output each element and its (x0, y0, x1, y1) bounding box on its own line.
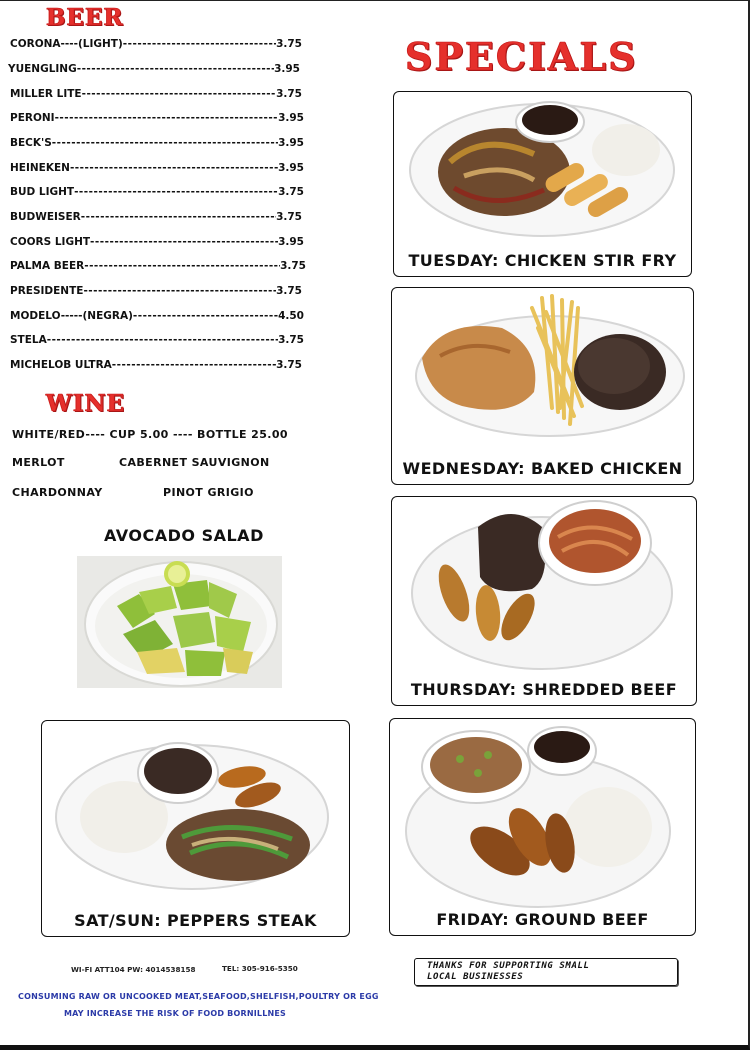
ground-beef-photo (390, 719, 695, 909)
special-label-weekend: SAT/SUN: PEPPERS STEAK (74, 911, 317, 930)
wine-variety: CHARDONNAY (12, 486, 103, 499)
wine-variety: CABERNET SAUVIGNON (119, 456, 270, 469)
beer-item: PRESIDENTE ----- 3.75 (10, 285, 302, 303)
beer-item: CORONA----(LIGHT) ----- 3.75 (10, 38, 302, 56)
shredded-beef-photo (392, 497, 696, 681)
special-card-wednesday (391, 287, 694, 485)
beer-item: BUDWEISER ----- 3.75 (10, 211, 302, 229)
avocado-salad-title: AVOCADO SALAD (104, 526, 264, 545)
phone-info: TEL: 305-916-5350 (222, 964, 298, 973)
thanks-box (414, 958, 678, 986)
wine-variety: MERLOT (12, 456, 65, 469)
specials-heading: SPECIALS (405, 34, 638, 79)
beer-heading: BEER (46, 4, 124, 31)
beer-item: MODELO-----(NEGRA) ----- 4.50 (10, 310, 304, 328)
food-warning-line-1: CONSUMING RAW OR UNCOOKED MEAT,SEAFOOD,SHELFISH,POULTRY OR EGG (18, 992, 379, 1001)
beer-item: STELA ----- 3.75 (10, 334, 304, 352)
beer-item: BECK'S ----- 3.95 (10, 137, 304, 155)
special-card-tuesday (393, 91, 692, 277)
wine-variety: PINOT GRIGIO (163, 486, 254, 499)
thanks-line-2: LOCAL BUSINESSES (427, 972, 524, 982)
special-card-friday (389, 718, 696, 936)
food-warning-line-2: MAY INCREASE THE RISK OF FOOD BORNILLNES (64, 1009, 287, 1018)
beer-item: PERONI ----- 3.95 (10, 112, 304, 130)
special-card-weekend (41, 720, 350, 937)
special-label-thursday: THURSDAY: SHREDDED BEEF (410, 680, 678, 699)
special-card-thursday (391, 496, 697, 706)
baked-chicken-photo (392, 288, 693, 458)
special-label-wednesday: WEDNESDAY: BAKED CHICKEN (402, 459, 683, 478)
peppers-steak-photo (42, 721, 349, 911)
thanks-line-1: THANKS FOR SUPPORTING SMALL (427, 961, 590, 971)
chicken-stir-fry-photo (394, 92, 691, 252)
special-label-tuesday: TUESDAY: CHICKEN STIR FRY (408, 251, 677, 270)
beer-item: BUD LIGHT ----- 3.75 (10, 186, 304, 204)
avocado-salad-photo (77, 556, 282, 688)
beer-item: PALMA BEER ----- 3.75 (10, 260, 306, 278)
beer-item: MILLER LITE ----- 3.75 (10, 88, 302, 106)
beer-item: COORS LIGHT ----- 3.95 (10, 236, 304, 254)
special-label-friday: FRIDAY: GROUND BEEF (436, 910, 649, 929)
wifi-info: WI-FI ATT104 PW: 4014538158 (71, 965, 196, 974)
wine-heading: WINE (46, 390, 126, 417)
beer-item: YUENGLING ----- 3.95 (8, 63, 300, 81)
beer-item: MICHELOB ULTRA ----- 3.75 (10, 359, 302, 377)
wine-prices: WHITE/RED---- CUP 5.00 ---- BOTTLE 25.00 (12, 428, 288, 441)
beer-item: HEINEKEN ----- 3.95 (10, 162, 304, 180)
